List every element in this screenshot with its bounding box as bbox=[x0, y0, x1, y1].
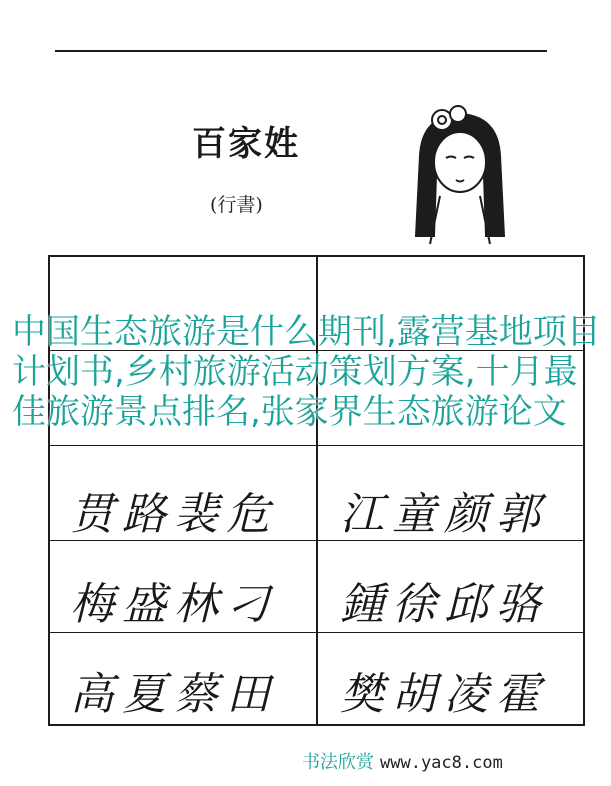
grid-row-5-right: 樊胡凌霍 bbox=[340, 669, 548, 720]
grid-row-5-left: 高夏蔡田 bbox=[70, 669, 278, 720]
overlay-headline: 中国生态旅游是什么期刊,露营基地项目计划书,乡村旅游活动策划方案,十月最佳旅游景点排名,张家界生态旅游论文 bbox=[12, 312, 601, 432]
grid-row-3-left: 贯路裴危 bbox=[70, 489, 278, 540]
girl-illustration bbox=[400, 96, 520, 246]
row-rule bbox=[48, 632, 585, 633]
grid-row-4-left: 梅盛林刁 bbox=[70, 579, 278, 630]
row-rule bbox=[48, 445, 585, 446]
grid-row-3-right: 江童颜郭 bbox=[340, 489, 548, 540]
grid-row-4-right: 鍾徐邱骆 bbox=[340, 579, 548, 630]
top-rule bbox=[55, 50, 547, 52]
book-subtitle: (行書) bbox=[210, 194, 263, 216]
watermark-url: www.yac8.com bbox=[380, 753, 503, 773]
watermark bbox=[302, 748, 503, 774]
watermark-site-name: 书法欣赏 bbox=[302, 752, 374, 773]
book-title: 百家姓 bbox=[192, 124, 300, 164]
